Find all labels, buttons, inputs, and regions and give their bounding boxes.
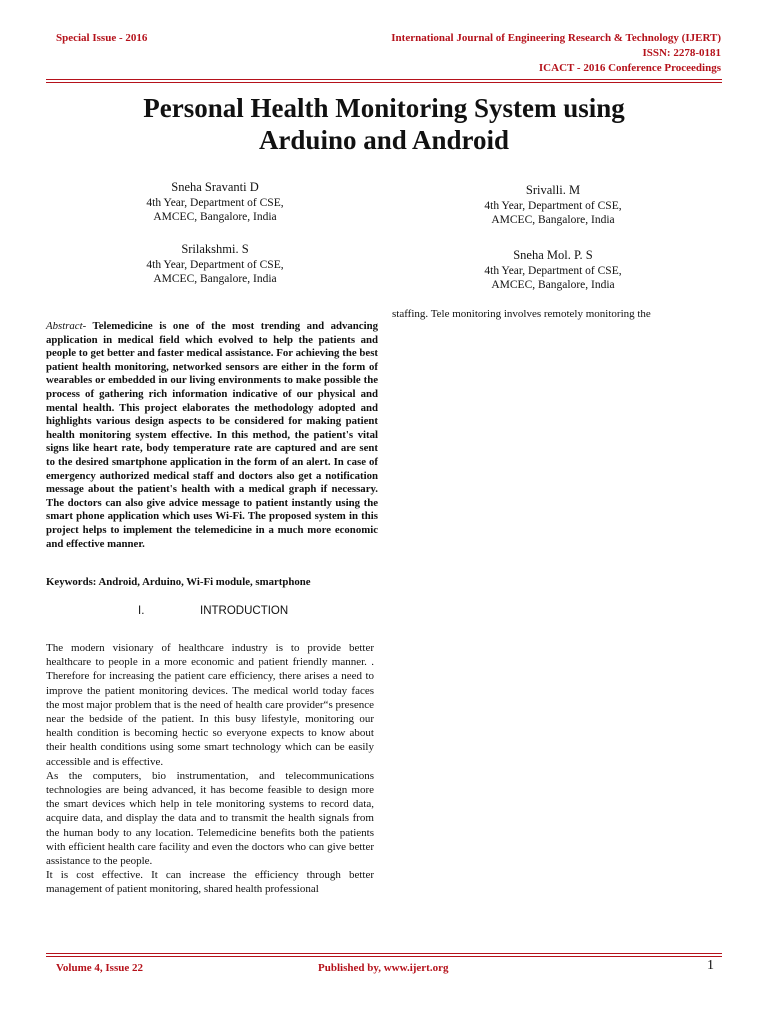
author-block <box>120 180 310 225</box>
author-affiliation: 4th Year, Department of CSE, <box>146 196 284 209</box>
issue-label: Special Issue - 2016 <box>56 32 148 44</box>
conference: ICACT - 2016 Conference Proceedings <box>538 62 721 74</box>
right-column-text: staffing. Tele monitoring involves remotely monitoring the <box>392 308 651 320</box>
author-block <box>458 248 648 293</box>
volume-label: Volume 4, Issue 22 <box>56 962 143 974</box>
author-block <box>120 242 310 287</box>
page-number: 1 <box>707 958 714 973</box>
author-affiliation: 4th Year, Department of CSE, <box>146 258 284 271</box>
title-line-2: Arduino and Android <box>258 125 510 155</box>
author-affiliation: AMCEC, Bangalore, India <box>153 273 277 285</box>
publisher-link[interactable]: Published by, www.ijert.org <box>318 962 449 974</box>
author-name: Sneha Mol. P. S <box>513 248 593 262</box>
footer-rule-top <box>46 953 722 954</box>
title-line-1: Personal Health Monitoring System using <box>143 93 625 123</box>
paragraph: It is cost effective. It can increase the efficiency through better management of patient monitoring, shared health professional <box>46 869 374 896</box>
section-number: I. <box>138 605 145 617</box>
introduction-body <box>46 641 374 897</box>
journal-name: International Journal of Engineering Research & Technology (IJERT) <box>391 32 721 44</box>
author-name: Srivalli. M <box>525 183 581 197</box>
paragraph: The modern visionary of healthcare industry is to provide better healthcare to people in a more economic and patient friendly manner. . Therefore for increasing the patient care efficiency, there arises a need to improve the patient monitoring devices. The medical world today faces the most major problem that is the need of health care provider“s presence near the bedside of the patient. In this busy lifestyle, monitoring our health condition is becoming hectic so everyone expects to know about their health conditions using some smart technology which can be easily accessible and is effective. <box>46 642 374 768</box>
author-affiliation: 4th Year, Department of CSE, <box>484 264 622 277</box>
abstract-text: Telemedicine is one of the most trending and advancing application in medical field which evolved to help the patients and people to get better and faster medical assistance. For achieving the best patient health monitoring, networked sensors are either in the form of wearables or embedded in our living environments to make possible the process of gathering rich information indicative of our physical and mental health. This project elaborates the methodology adopted and highlights various design aspects to be considered for making patient health monitoring system effective. In this method, the patient's vital signs like heart rate, body temperature rate are captured and are sent to the desired smartphone application in the form of an alert. In case of emergency authorized medical staff and doctors also get a notification message about the patient's health with a medical graph if necessary. The doctors can also give advice message to patient instantly using the smart phone application which uses Wi-Fi. The proposed system in this project helps to implement the telemedicine in a much more economic and effective manner. <box>46 320 378 550</box>
author-affiliation: AMCEC, Bangalore, India <box>491 279 615 291</box>
author-name: Srilakshmi. S <box>181 242 249 256</box>
footer-rule-bottom <box>46 956 722 957</box>
journal-info <box>391 31 721 76</box>
keywords: Keywords: Android, Arduino, Wi-Fi module, smartphone <box>46 576 311 588</box>
section-title: INTRODUCTION <box>200 605 289 617</box>
section-heading <box>138 605 288 617</box>
abstract-lead: Abstract- <box>46 320 87 332</box>
author-affiliation: AMCEC, Bangalore, India <box>153 211 277 223</box>
abstract <box>46 320 378 551</box>
paper-title <box>46 92 722 156</box>
header-rule-top <box>46 79 722 80</box>
paragraph: As the computers, bio instrumentation, and telecommunications technologies are being advanced, it has become feasible to design more the smart devices which help in tele monitoring systems to record data, acquire data, and display the data and to transmit the health signals from the human body to any location. Telemedicine benefits both the patients with efficient health care facility and even the doctors who can give better assistance to the people. <box>46 769 374 868</box>
author-name: Sneha Sravanti D <box>171 180 259 194</box>
issn: ISSN: 2278-0181 <box>642 47 721 59</box>
author-block <box>458 183 648 228</box>
header-rule-bottom <box>46 82 722 83</box>
author-affiliation: 4th Year, Department of CSE, <box>484 199 622 212</box>
author-affiliation: AMCEC, Bangalore, India <box>491 214 615 226</box>
